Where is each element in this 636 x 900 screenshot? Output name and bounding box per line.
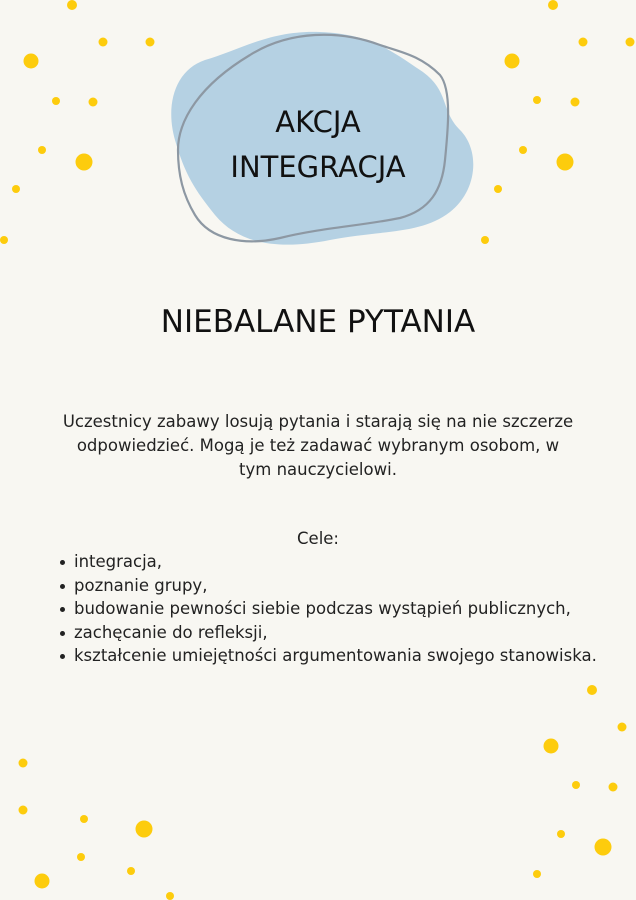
- goal-item: kształcenie umiejętności argumentowania swojego stanowiska.: [74, 644, 634, 668]
- goal-item: budowanie pewności siebie podczas wystąpień publicznych,: [74, 597, 634, 621]
- event-title-line1: AKCJA: [275, 105, 361, 139]
- goal-item: poznanie grupy,: [74, 574, 634, 598]
- goals-heading: Cele:: [297, 529, 339, 548]
- goal-item: integracja,: [74, 550, 634, 574]
- activity-description: Uczestnicy zabawy losują pytania i starają się na nie szczerze odpowiedzieć. Mogą je też zadawać wybranym osobom, w tym nauczycielowi.: [62, 412, 574, 479]
- goal-item: zachęcanie do refleksji,: [74, 621, 634, 645]
- event-title-line2: INTEGRACJA: [230, 150, 406, 184]
- event-title: [0, 100, 636, 190]
- goals-list: [74, 550, 634, 668]
- activity-title: NIEBALANE PYTANIA: [160, 304, 476, 340]
